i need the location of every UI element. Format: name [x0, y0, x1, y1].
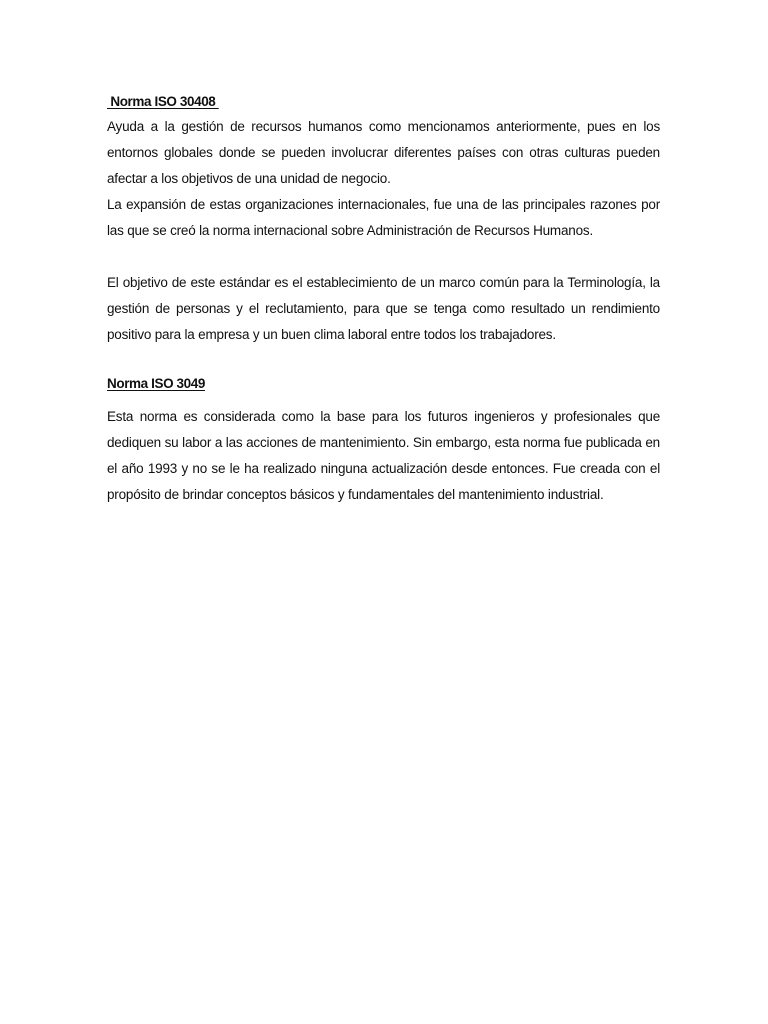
- document-body: [107, 92, 660, 508]
- section-heading-iso-3049: Norma ISO 3049: [107, 376, 205, 391]
- paragraph-objetivo: El objetivo de este estándar es el establecimiento de un marco común para la Terminología, la gestión de personas y el reclutamiento, para que se tenga como resultado un rendimiento positivo para la empresa y un buen clima laboral entre todos los trabajadores.: [107, 275, 660, 342]
- paragraph-rrhh-intro: Ayuda a la gestión de recursos humanos como mencionamos anteriormente, pues en los entornos globales donde se pueden involucrar diferentes países con otras culturas pueden afectar a los objetivos de una unidad de negocio.: [107, 119, 660, 186]
- paragraph-mantenimiento: Esta norma es considerada como la base para los futuros ingenieros y profesionales que dediquen su labor a las acciones de mantenimiento. Sin embargo, esta norma fue publicada en el año 1993 y no se le ha realizado ninguna actualización desde entonces. Fue creada con el propósito de brindar conceptos básicos y fundamentales del mantenimiento industrial.: [107, 409, 660, 502]
- paragraph-expansion: La expansión de estas organizaciones internacionales, fue una de las principales razones por las que se creó la norma internacional sobre Administración de Recursos Humanos.: [107, 197, 660, 238]
- paragraph-spacer: [107, 244, 660, 270]
- section-heading-iso-30408: Norma ISO 30408: [107, 94, 219, 109]
- section-spacer: [107, 348, 660, 374]
